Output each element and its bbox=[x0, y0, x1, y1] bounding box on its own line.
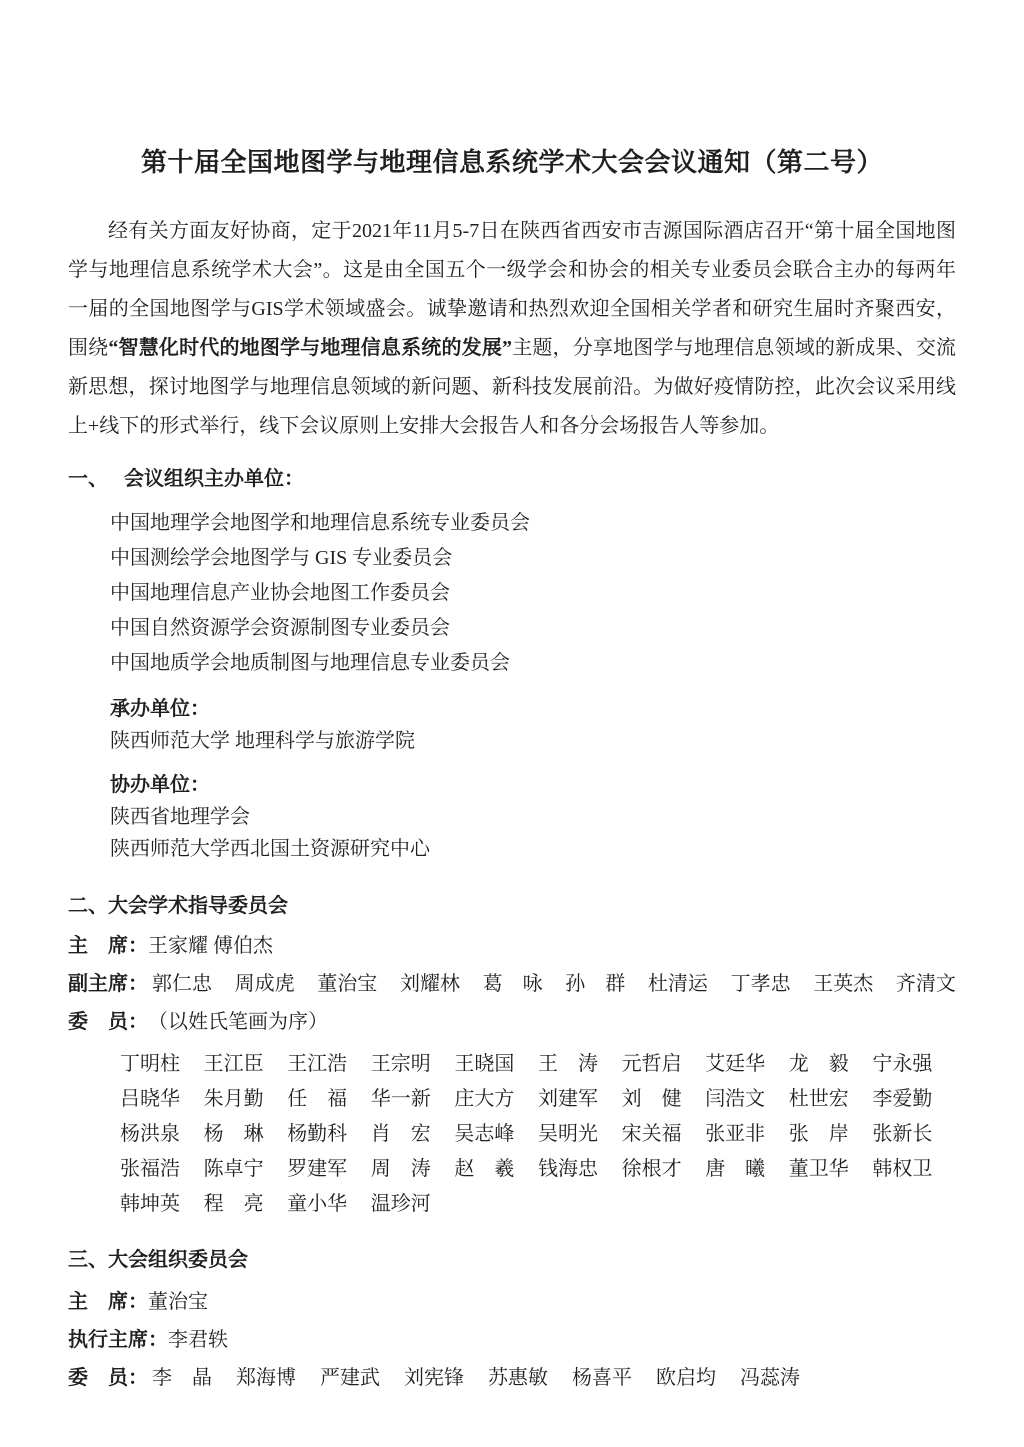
committee-member-name: 陈卓宁 bbox=[203, 1158, 264, 1180]
org-member-name: 冯蕊涛 bbox=[740, 1367, 800, 1389]
committee-member-name: 唐 曦 bbox=[705, 1158, 766, 1180]
co-organizers-list bbox=[68, 801, 956, 865]
vice-chair-name: 董治宝 bbox=[317, 973, 378, 995]
page-title: 第十届全国地图学与地理信息系统学术大会会议通知（第二号） bbox=[140, 148, 883, 177]
intro-text-2: 主题，分享地图学与地理信息领域的新成果、交流新思想，探讨地图学与地理信息领域的新问题、新科技发展前沿。为做好疫情防控，此次会议采用线上+线下的形式举行，线下会议原则上安排大会报告人和各分会场报告人等参加。 bbox=[68, 337, 957, 437]
committee-member-name: 刘建军 bbox=[537, 1088, 598, 1110]
host-organization-item: 中国地质学会地质制图与地理信息专业委员会 bbox=[110, 652, 510, 674]
member-order-note: （以姓氏笔画为序） bbox=[148, 1011, 328, 1033]
section1-number: 一、 bbox=[68, 468, 108, 490]
committee-member-name: 王江浩 bbox=[287, 1053, 348, 1075]
committee-member-name: 宋关福 bbox=[621, 1123, 682, 1145]
co-organizer-item: 陕西省地理学会 bbox=[110, 806, 250, 828]
vice-chair-name: 周成虎 bbox=[234, 973, 295, 995]
host-organization-item: 中国地理学会地图学和地理信息系统专业委员会 bbox=[110, 512, 530, 534]
intro-text-1: 经有关方面友好协商，定于2021年11月5-7日在陕西省西安市吉源国际酒店召开“第十届全国地图学与地理信息系统学术大会”。这是由全国五个一级学会和协会的相关专业委员会联合主办的每两年一届的全国地图学与GIS学术领域盛会。诚挚邀请和热烈欢迎全国相关学者和研究生届时齐聚西安，围绕 bbox=[68, 220, 956, 359]
committee-member-name: 朱月勤 bbox=[203, 1088, 264, 1110]
committee-member-name: 王 涛 bbox=[537, 1053, 598, 1075]
committee-member-name: 庄大方 bbox=[454, 1088, 515, 1110]
committee-member-name: 温珍河 bbox=[370, 1193, 431, 1215]
org-member-label: 委 员： bbox=[68, 1367, 148, 1389]
member-label: 委 员： bbox=[68, 1011, 148, 1033]
org-member-line bbox=[68, 1363, 956, 1393]
org-chair-line bbox=[68, 1287, 956, 1317]
academic-chair-line bbox=[68, 931, 956, 961]
section3-heading: 三、大会组织委员会 bbox=[68, 1249, 248, 1271]
committee-member-name: 杜世宏 bbox=[788, 1088, 849, 1110]
committee-member-name: 徐根才 bbox=[621, 1158, 682, 1180]
co-organizer-label: 协办单位： bbox=[110, 774, 210, 796]
vice-chair-name: 郭仁忠 bbox=[152, 973, 212, 995]
exec-chair-names: 李君轶 bbox=[168, 1329, 228, 1351]
committee-member-name: 张新长 bbox=[872, 1123, 933, 1145]
chair-label: 主 席： bbox=[68, 935, 148, 957]
committee-member-name: 王宗明 bbox=[370, 1053, 431, 1075]
vice-chair-name: 葛 咏 bbox=[482, 973, 543, 995]
host-organizations-list bbox=[110, 506, 956, 681]
org-member-name: 李 晶 bbox=[152, 1367, 212, 1389]
committee-member-name: 吴志峰 bbox=[454, 1123, 515, 1145]
committee-member-name: 杨勤科 bbox=[287, 1123, 348, 1145]
committee-member-name: 闫浩文 bbox=[705, 1088, 766, 1110]
org-member-name: 杨喜平 bbox=[572, 1367, 632, 1389]
org-chair-names: 董治宝 bbox=[148, 1291, 208, 1313]
section1-heading-label: 会议组织主办单位： bbox=[124, 468, 304, 490]
org-committee-members bbox=[152, 1363, 800, 1393]
vice-chair-name: 齐清文 bbox=[895, 973, 956, 995]
committee-member-name: 张 岸 bbox=[788, 1123, 849, 1145]
org-member-name: 郑海博 bbox=[236, 1367, 296, 1389]
intro-paragraph bbox=[68, 212, 956, 446]
committee-member-name: 程 亮 bbox=[203, 1193, 264, 1215]
committee-member-name: 韩坤英 bbox=[120, 1193, 180, 1215]
committee-member-name: 华一新 bbox=[370, 1088, 431, 1110]
committee-member-name: 刘 健 bbox=[621, 1088, 682, 1110]
member-note-line bbox=[68, 1007, 956, 1037]
committee-member-name: 王江臣 bbox=[203, 1053, 264, 1075]
academic-committee-members bbox=[120, 1051, 956, 1217]
host-organization-item: 中国自然资源学会资源制图专业委员会 bbox=[110, 617, 450, 639]
org-chair-label: 主 席： bbox=[68, 1291, 148, 1313]
vice-chair-label: 副主席： bbox=[68, 973, 148, 995]
committee-member-name: 肖 宏 bbox=[370, 1123, 431, 1145]
vice-chair-name: 刘耀林 bbox=[399, 973, 460, 995]
org-member-name: 刘宪锋 bbox=[404, 1367, 464, 1389]
section2-heading: 二、大会学术指导委员会 bbox=[68, 895, 288, 917]
committee-member-name: 吴明光 bbox=[537, 1123, 598, 1145]
section1-heading bbox=[68, 464, 956, 494]
committee-member-name: 钱海忠 bbox=[537, 1158, 598, 1180]
chair-names: 王家耀 傅伯杰 bbox=[148, 935, 273, 957]
vice-chair-name: 王英杰 bbox=[813, 973, 874, 995]
committee-member-name: 李爱勤 bbox=[872, 1088, 933, 1110]
vice-chair-line bbox=[68, 969, 956, 999]
exec-chair-label: 执行主席： bbox=[68, 1329, 168, 1351]
host-organization-item: 中国地理信息产业协会地图工作委员会 bbox=[110, 582, 450, 604]
committee-member-name: 罗建军 bbox=[287, 1158, 348, 1180]
committee-member-name: 龙 毅 bbox=[788, 1053, 849, 1075]
committee-member-name: 吕晓华 bbox=[120, 1088, 180, 1110]
vice-chair-name: 丁孝忠 bbox=[730, 973, 791, 995]
exec-chair-line bbox=[68, 1325, 956, 1355]
committee-member-name: 元哲启 bbox=[621, 1053, 682, 1075]
committee-member-name: 董卫华 bbox=[788, 1158, 849, 1180]
org-member-name: 苏惠敏 bbox=[488, 1367, 548, 1389]
committee-member-name: 韩权卫 bbox=[872, 1158, 933, 1180]
undertaker-label: 承办单位： bbox=[110, 698, 210, 720]
host-organization-item: 中国测绘学会地图学与 GIS 专业委员会 bbox=[110, 547, 453, 569]
vice-chair-name: 杜清运 bbox=[647, 973, 708, 995]
committee-member-name: 艾廷华 bbox=[705, 1053, 766, 1075]
committee-member-name: 丁明柱 bbox=[120, 1053, 180, 1075]
org-member-name: 严建武 bbox=[320, 1367, 380, 1389]
committee-member-name: 张亚非 bbox=[705, 1123, 766, 1145]
committee-member-name: 童小华 bbox=[287, 1193, 348, 1215]
org-member-name: 欧启均 bbox=[656, 1367, 716, 1389]
committee-member-name: 宁永强 bbox=[872, 1053, 933, 1075]
committee-member-name: 赵 羲 bbox=[454, 1158, 515, 1180]
co-organizer-item: 陕西师范大学西北国土资源研究中心 bbox=[110, 838, 430, 860]
committee-member-name: 张福浩 bbox=[120, 1158, 180, 1180]
committee-member-name: 周 涛 bbox=[370, 1158, 431, 1180]
conference-theme-bold: “智慧化时代的地图学与地理信息系统的发展” bbox=[108, 337, 513, 359]
vice-chair-name: 孙 群 bbox=[565, 973, 626, 995]
committee-member-name: 王晓国 bbox=[454, 1053, 515, 1075]
committee-member-name: 任 福 bbox=[287, 1088, 348, 1110]
vice-chair-names bbox=[152, 969, 956, 999]
committee-member-name: 杨 琳 bbox=[203, 1123, 264, 1145]
undertaker-name: 陕西师范大学 地理科学与旅游学院 bbox=[110, 730, 415, 752]
committee-member-name: 杨洪泉 bbox=[120, 1123, 180, 1145]
